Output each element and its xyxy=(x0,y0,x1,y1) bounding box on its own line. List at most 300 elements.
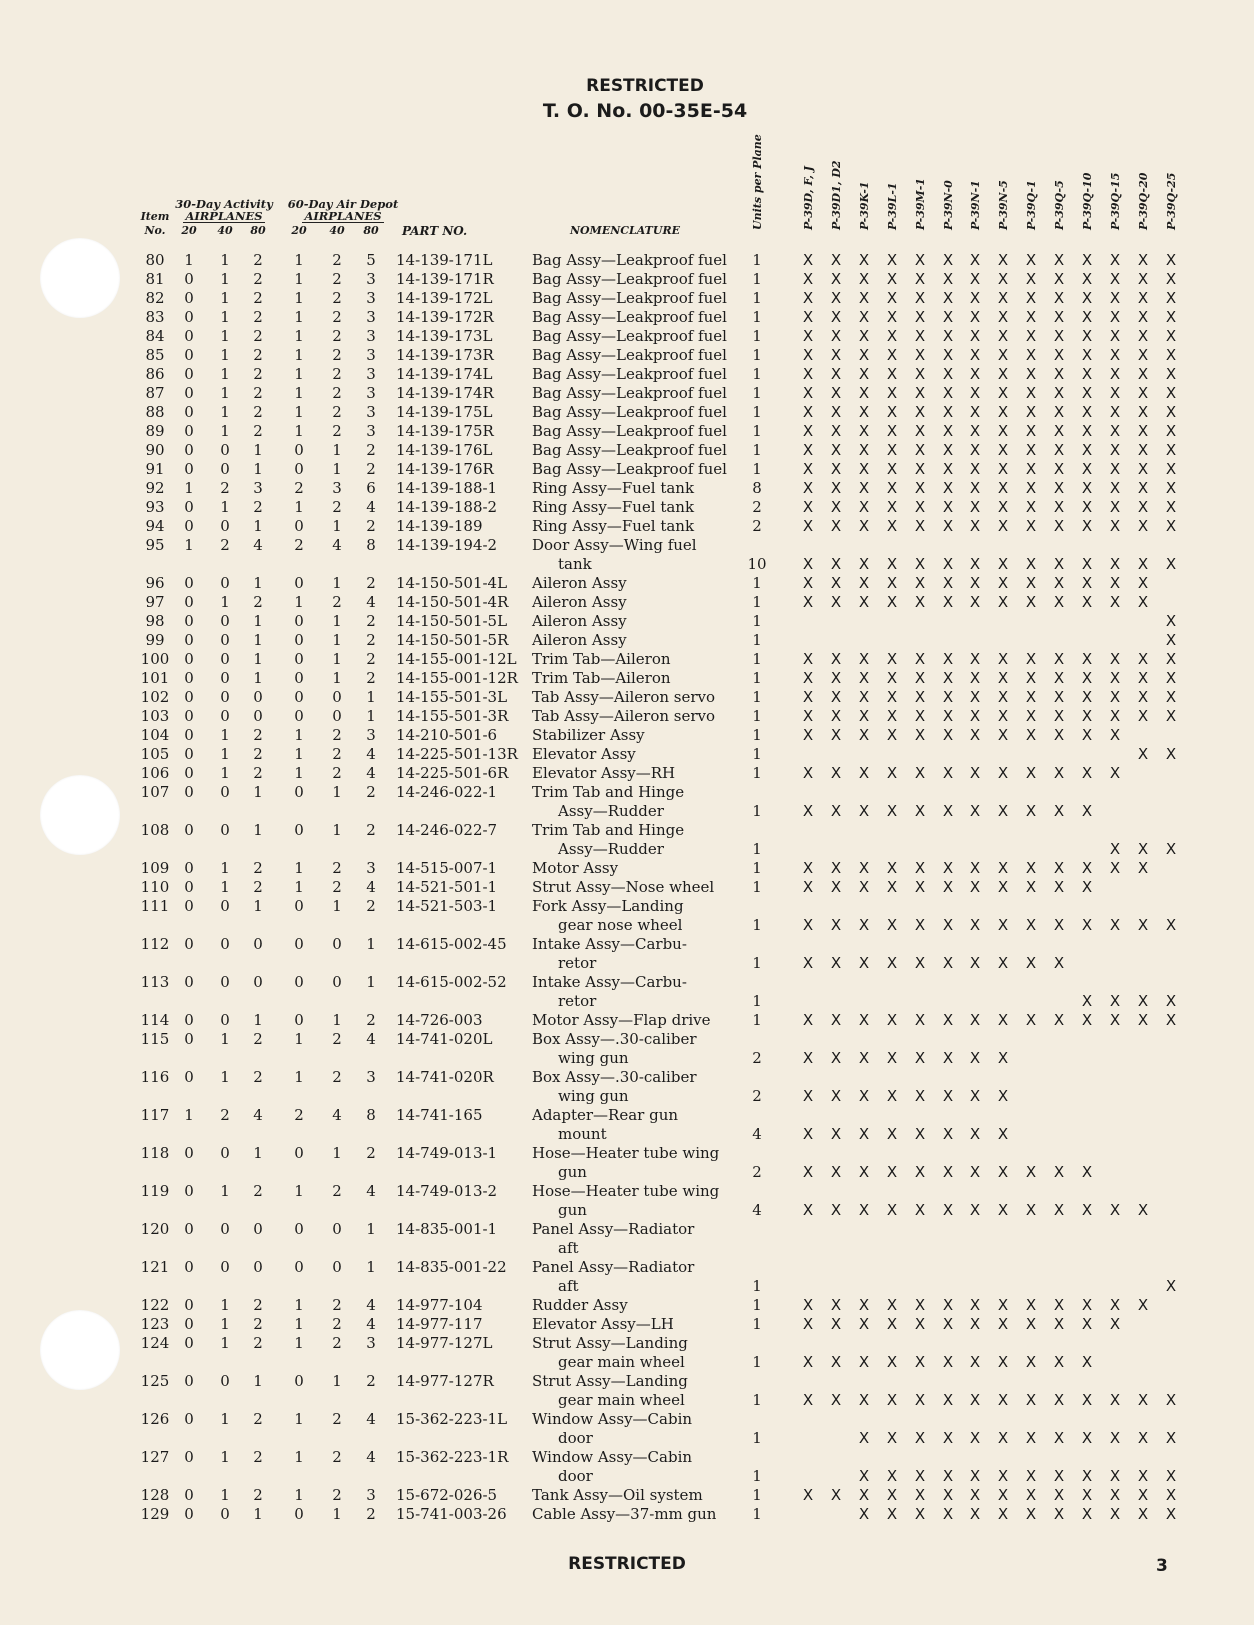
applicability-mark: X xyxy=(969,498,981,516)
qty-30d-40: 0 xyxy=(220,973,230,991)
nomenclature-continued: retor xyxy=(558,992,597,1010)
applicability-mark: X xyxy=(1025,289,1037,307)
applicability-mark: X xyxy=(1109,479,1121,497)
nomenclature: Bag Assy—Leakproof fuel xyxy=(532,441,727,459)
applicability-mark: X xyxy=(914,327,926,345)
part-number: 14-835-001-1 xyxy=(396,1220,498,1238)
applicability-mark: X xyxy=(1081,1011,1093,1029)
applicability-mark: X xyxy=(997,1315,1009,1333)
qty-60d-20: 0 xyxy=(294,441,304,459)
item-number: 106 xyxy=(140,764,170,782)
col-model-header-8: P-39N-5 xyxy=(997,180,1010,230)
qty-60d-20: 1 xyxy=(294,1486,304,1504)
applicability-mark: X xyxy=(942,802,954,820)
applicability-mark: X xyxy=(1053,270,1065,288)
nomenclature: Ring Assy—Fuel tank xyxy=(532,517,695,535)
qty-30d-40: 1 xyxy=(220,422,230,440)
qty-30d-40: 1 xyxy=(220,1030,230,1048)
applicability-mark: X xyxy=(830,441,842,459)
applicability-mark: X xyxy=(1137,745,1149,763)
qty-60d-20: 1 xyxy=(294,346,304,364)
applicability-mark: X xyxy=(969,1353,981,1371)
applicability-mark: X xyxy=(969,1315,981,1333)
applicability-mark: X xyxy=(1025,726,1037,744)
col-units-per-plane-header: Units per Plane xyxy=(751,134,764,230)
applicability-mark: X xyxy=(1025,422,1037,440)
applicability-mark: X xyxy=(1165,289,1177,307)
applicability-mark: X xyxy=(858,726,870,744)
qty-60d-40: 0 xyxy=(332,1220,342,1238)
qty-60d-20: 0 xyxy=(294,973,304,991)
applicability-mark: X xyxy=(914,650,926,668)
part-number: 14-139-188-1 xyxy=(396,479,498,497)
applicability-mark: X xyxy=(1109,270,1121,288)
part-number: 14-139-171R xyxy=(396,270,494,288)
applicability-mark: X xyxy=(1053,1011,1065,1029)
qty-30d-40: 0 xyxy=(220,897,230,915)
qty-60d-80: 2 xyxy=(366,574,376,592)
applicability-mark: X xyxy=(830,517,842,535)
qty-60d-40: 0 xyxy=(332,688,342,706)
applicability-mark: X xyxy=(1025,1296,1037,1314)
qty-30d-80: 2 xyxy=(253,422,263,440)
applicability-mark: X xyxy=(942,289,954,307)
nomenclature: Fork Assy—Landing xyxy=(532,897,684,915)
applicability-mark: X xyxy=(1081,574,1093,592)
qty-60d-40: 4 xyxy=(332,1106,342,1124)
nomenclature: Trim Tab and Hinge xyxy=(532,821,685,839)
applicability-mark: X xyxy=(1025,1353,1037,1371)
qty-30d-80: 4 xyxy=(253,1106,263,1124)
qty-30d-20: 0 xyxy=(184,669,194,687)
qty-60d-20: 1 xyxy=(294,422,304,440)
col-30d-40-header: 40 xyxy=(217,224,233,237)
units-per-plane: 1 xyxy=(752,631,762,649)
nomenclature-continued: retor xyxy=(558,954,597,972)
applicability-mark: X xyxy=(1165,441,1177,459)
applicability-mark: X xyxy=(1025,251,1037,269)
applicability-mark: X xyxy=(997,1201,1009,1219)
qty-60d-40: 2 xyxy=(332,1182,342,1200)
applicability-mark: X xyxy=(1109,1011,1121,1029)
applicability-mark: X xyxy=(830,1486,842,1504)
units-per-plane: 1 xyxy=(752,574,762,592)
units-per-plane: 1 xyxy=(752,764,762,782)
part-number: 14-139-174R xyxy=(396,384,494,402)
qty-30d-20: 1 xyxy=(184,251,194,269)
applicability-mark: X xyxy=(1109,251,1121,269)
item-number: 116 xyxy=(140,1068,170,1086)
units-per-plane: 1 xyxy=(752,365,762,383)
applicability-mark: X xyxy=(858,327,870,345)
applicability-mark: X xyxy=(914,1391,926,1409)
applicability-mark: X xyxy=(830,289,842,307)
qty-60d-40: 2 xyxy=(332,498,342,516)
applicability-mark: X xyxy=(830,365,842,383)
qty-60d-40: 2 xyxy=(332,251,342,269)
nomenclature-continued: wing gun xyxy=(558,1087,629,1105)
item-number: 121 xyxy=(140,1258,170,1276)
applicability-mark: X xyxy=(914,859,926,877)
applicability-mark: X xyxy=(858,498,870,516)
item-number: 110 xyxy=(140,878,170,896)
applicability-mark: X xyxy=(858,308,870,326)
applicability-mark: X xyxy=(914,346,926,364)
item-number: 92 xyxy=(145,479,165,497)
applicability-mark: X xyxy=(1053,441,1065,459)
applicability-mark: X xyxy=(1109,498,1121,516)
col-item-header: No. xyxy=(144,224,166,237)
applicability-mark: X xyxy=(1081,327,1093,345)
qty-60d-40: 1 xyxy=(332,821,342,839)
applicability-mark: X xyxy=(1165,612,1177,630)
part-number: 14-749-013-2 xyxy=(396,1182,498,1200)
applicability-mark: X xyxy=(1053,1296,1065,1314)
applicability-mark: X xyxy=(1165,422,1177,440)
qty-60d-40: 2 xyxy=(332,764,342,782)
qty-30d-40: 0 xyxy=(220,1220,230,1238)
applicability-mark: X xyxy=(1025,460,1037,478)
applicability-mark: X xyxy=(802,555,814,573)
applicability-mark: X xyxy=(830,346,842,364)
applicability-mark: X xyxy=(1053,916,1065,934)
part-number: 14-615-002-52 xyxy=(396,973,507,991)
applicability-mark: X xyxy=(997,479,1009,497)
units-per-plane: 1 xyxy=(752,403,762,421)
applicability-mark: X xyxy=(1025,365,1037,383)
applicability-mark: X xyxy=(1081,270,1093,288)
part-number: 14-139-175R xyxy=(396,422,494,440)
col-model-header-3: P-39K-1 xyxy=(858,181,871,230)
units-per-plane: 1 xyxy=(752,1296,762,1314)
item-number: 107 xyxy=(140,783,170,801)
applicability-mark: X xyxy=(802,498,814,516)
qty-30d-80: 1 xyxy=(253,631,263,649)
item-number: 94 xyxy=(145,517,165,535)
applicability-mark: X xyxy=(830,954,842,972)
applicability-mark: X xyxy=(886,346,898,364)
applicability-mark: X xyxy=(886,593,898,611)
applicability-mark: X xyxy=(1053,1429,1065,1447)
applicability-mark: X xyxy=(858,878,870,896)
applicability-mark: X xyxy=(830,1315,842,1333)
qty-30d-80: 2 xyxy=(253,593,263,611)
applicability-mark: X xyxy=(886,460,898,478)
applicability-mark: X xyxy=(942,1049,954,1067)
applicability-mark: X xyxy=(1137,650,1149,668)
applicability-mark: X xyxy=(914,878,926,896)
col-model-header-9: P-39Q-1 xyxy=(1025,180,1038,230)
qty-30d-40: 1 xyxy=(220,878,230,896)
applicability-mark: X xyxy=(1137,688,1149,706)
qty-60d-20: 1 xyxy=(294,327,304,345)
part-number: 14-749-013-1 xyxy=(396,1144,498,1162)
qty-60d-40: 0 xyxy=(332,707,342,725)
nomenclature-continued: Assy—Rudder xyxy=(558,802,664,820)
part-number: 14-139-189 xyxy=(396,517,483,535)
qty-30d-40: 1 xyxy=(220,1182,230,1200)
applicability-mark: X xyxy=(1165,365,1177,383)
qty-30d-40: 1 xyxy=(220,1296,230,1314)
applicability-mark: X xyxy=(1081,1315,1093,1333)
item-number: 105 xyxy=(140,745,170,763)
applicability-mark: X xyxy=(1165,745,1177,763)
part-number: 14-155-001-12L xyxy=(396,650,517,668)
applicability-mark: X xyxy=(1081,1505,1093,1523)
applicability-mark: X xyxy=(969,878,981,896)
qty-30d-80: 1 xyxy=(253,650,263,668)
part-number: 14-246-022-7 xyxy=(396,821,498,839)
qty-30d-40: 0 xyxy=(220,821,230,839)
applicability-mark: X xyxy=(997,916,1009,934)
applicability-mark: X xyxy=(942,1011,954,1029)
applicability-mark: X xyxy=(997,859,1009,877)
nomenclature: Trim Tab and Hinge xyxy=(532,783,685,801)
nomenclature: Bag Assy—Leakproof fuel xyxy=(532,251,727,269)
applicability-mark: X xyxy=(997,403,1009,421)
applicability-mark: X xyxy=(1053,707,1065,725)
part-number: 14-139-173L xyxy=(396,327,493,345)
applicability-mark: X xyxy=(942,308,954,326)
applicability-mark: X xyxy=(1137,1201,1149,1219)
applicability-mark: X xyxy=(1137,498,1149,516)
qty-60d-40: 1 xyxy=(332,1144,342,1162)
applicability-mark: X xyxy=(802,346,814,364)
nomenclature-continued: aft xyxy=(558,1277,579,1295)
part-number: 15-672-026-5 xyxy=(396,1486,498,1504)
applicability-mark: X xyxy=(830,1049,842,1067)
applicability-mark: X xyxy=(969,802,981,820)
qty-60d-20: 0 xyxy=(294,821,304,839)
applicability-mark: X xyxy=(802,764,814,782)
applicability-mark: X xyxy=(830,916,842,934)
applicability-mark: X xyxy=(969,403,981,421)
applicability-mark: X xyxy=(969,1087,981,1105)
qty-30d-40: 1 xyxy=(220,498,230,516)
nomenclature: Window Assy—Cabin xyxy=(532,1410,693,1428)
applicability-mark: X xyxy=(969,650,981,668)
applicability-mark: X xyxy=(886,441,898,459)
qty-30d-40: 1 xyxy=(220,270,230,288)
qty-30d-20: 0 xyxy=(184,327,194,345)
qty-60d-80: 2 xyxy=(366,1505,376,1523)
qty-60d-40: 2 xyxy=(332,327,342,345)
applicability-mark: X xyxy=(858,1391,870,1409)
applicability-mark: X xyxy=(802,1486,814,1504)
nomenclature: Bag Assy—Leakproof fuel xyxy=(532,346,727,364)
qty-30d-80: 1 xyxy=(253,1144,263,1162)
qty-60d-20: 1 xyxy=(294,1334,304,1352)
units-per-plane: 1 xyxy=(752,726,762,744)
qty-60d-20: 0 xyxy=(294,460,304,478)
page-number: 3 xyxy=(1156,1556,1168,1576)
applicability-mark: X xyxy=(1165,707,1177,725)
nomenclature-continued: mount xyxy=(558,1125,607,1143)
qty-30d-80: 2 xyxy=(253,1334,263,1352)
item-number: 120 xyxy=(140,1220,170,1238)
applicability-mark: X xyxy=(858,1296,870,1314)
applicability-mark: X xyxy=(858,441,870,459)
qty-30d-40: 1 xyxy=(220,745,230,763)
applicability-mark: X xyxy=(942,1201,954,1219)
applicability-mark: X xyxy=(1081,498,1093,516)
applicability-mark: X xyxy=(830,555,842,573)
applicability-mark: X xyxy=(1109,1296,1121,1314)
qty-30d-80: 1 xyxy=(253,821,263,839)
qty-60d-40: 1 xyxy=(332,1372,342,1390)
qty-60d-20: 0 xyxy=(294,783,304,801)
applicability-mark: X xyxy=(858,289,870,307)
qty-30d-20: 0 xyxy=(184,289,194,307)
qty-30d-40: 0 xyxy=(220,517,230,535)
applicability-mark: X xyxy=(997,422,1009,440)
units-per-plane: 1 xyxy=(752,289,762,307)
nomenclature: Bag Assy—Leakproof fuel xyxy=(532,460,727,478)
part-number: 14-155-501-3R xyxy=(396,707,509,725)
nomenclature: Hose—Heater tube wing xyxy=(532,1144,720,1162)
qty-60d-80: 3 xyxy=(366,384,376,402)
applicability-mark: X xyxy=(886,650,898,668)
qty-30d-20: 0 xyxy=(184,346,194,364)
item-number: 126 xyxy=(140,1410,170,1428)
applicability-mark: X xyxy=(997,517,1009,535)
qty-60d-20: 0 xyxy=(294,1144,304,1162)
applicability-mark: X xyxy=(830,270,842,288)
applicability-mark: X xyxy=(1053,251,1065,269)
qty-60d-40: 1 xyxy=(332,517,342,535)
applicability-mark: X xyxy=(1109,650,1121,668)
applicability-mark: X xyxy=(1137,441,1149,459)
applicability-mark: X xyxy=(1165,251,1177,269)
part-number: 14-155-001-12R xyxy=(396,669,518,687)
qty-30d-80: 0 xyxy=(253,935,263,953)
qty-60d-80: 8 xyxy=(366,1106,376,1124)
applicability-mark: X xyxy=(1081,251,1093,269)
qty-60d-80: 3 xyxy=(366,859,376,877)
qty-30d-40: 0 xyxy=(220,612,230,630)
applicability-mark: X xyxy=(1025,688,1037,706)
applicability-mark: X xyxy=(1165,669,1177,687)
applicability-mark: X xyxy=(942,498,954,516)
applicability-mark: X xyxy=(1137,289,1149,307)
part-number: 14-615-002-45 xyxy=(396,935,507,953)
applicability-mark: X xyxy=(802,593,814,611)
applicability-mark: X xyxy=(1025,669,1037,687)
qty-30d-80: 1 xyxy=(253,612,263,630)
applicability-mark: X xyxy=(1081,441,1093,459)
applicability-mark: X xyxy=(942,859,954,877)
qty-30d-20: 0 xyxy=(184,1144,194,1162)
part-number: 14-150-501-4L xyxy=(396,574,508,592)
item-number: 95 xyxy=(145,536,165,554)
applicability-mark: X xyxy=(1137,346,1149,364)
item-number: 97 xyxy=(145,593,165,611)
applicability-mark: X xyxy=(942,764,954,782)
nomenclature: Bag Assy—Leakproof fuel xyxy=(532,270,727,288)
applicability-mark: X xyxy=(886,384,898,402)
col-model-header-12: P-39Q-15 xyxy=(1109,172,1122,230)
applicability-mark: X xyxy=(1137,1391,1149,1409)
qty-60d-20: 1 xyxy=(294,1296,304,1314)
applicability-mark: X xyxy=(942,1125,954,1143)
qty-60d-20: 1 xyxy=(294,308,304,326)
applicability-mark: X xyxy=(997,384,1009,402)
units-per-plane: 1 xyxy=(752,992,762,1010)
qty-30d-40: 0 xyxy=(220,1011,230,1029)
applicability-mark: X xyxy=(1053,289,1065,307)
nomenclature: Rudder Assy xyxy=(532,1296,628,1314)
applicability-mark: X xyxy=(969,327,981,345)
applicability-mark: X xyxy=(858,384,870,402)
applicability-mark: X xyxy=(969,1486,981,1504)
applicability-mark: X xyxy=(942,1486,954,1504)
part-number: 14-139-174L xyxy=(396,365,493,383)
qty-30d-80: 2 xyxy=(253,308,263,326)
qty-30d-80: 1 xyxy=(253,783,263,801)
applicability-mark: X xyxy=(886,498,898,516)
applicability-mark: X xyxy=(1165,327,1177,345)
applicability-mark: X xyxy=(1081,650,1093,668)
applicability-mark: X xyxy=(914,1296,926,1314)
item-number: 104 xyxy=(140,726,170,744)
applicability-mark: X xyxy=(914,441,926,459)
qty-30d-40: 0 xyxy=(220,574,230,592)
applicability-mark: X xyxy=(802,650,814,668)
qty-60d-20: 1 xyxy=(294,498,304,516)
qty-60d-80: 4 xyxy=(366,593,376,611)
applicability-mark: X xyxy=(802,1011,814,1029)
applicability-mark: X xyxy=(858,517,870,535)
applicability-mark: X xyxy=(1137,593,1149,611)
qty-30d-40: 1 xyxy=(220,327,230,345)
applicability-mark: X xyxy=(858,707,870,725)
nomenclature: Cable Assy—37-mm gun xyxy=(532,1505,717,1523)
item-number: 108 xyxy=(140,821,170,839)
applicability-mark: X xyxy=(1109,441,1121,459)
qty-30d-40: 0 xyxy=(220,707,230,725)
applicability-mark: X xyxy=(914,954,926,972)
applicability-mark: X xyxy=(914,498,926,516)
applicability-mark: X xyxy=(802,479,814,497)
nomenclature: Door Assy—Wing fuel xyxy=(532,536,697,554)
item-number: 123 xyxy=(140,1315,170,1333)
nomenclature-continued: door xyxy=(558,1467,593,1485)
applicability-mark: X xyxy=(969,422,981,440)
qty-30d-80: 2 xyxy=(253,289,263,307)
applicability-mark: X xyxy=(1109,1315,1121,1333)
applicability-mark: X xyxy=(802,1163,814,1181)
qty-60d-80: 4 xyxy=(366,1296,376,1314)
nomenclature: Bag Assy—Leakproof fuel xyxy=(532,403,727,421)
applicability-mark: X xyxy=(1053,574,1065,592)
applicability-mark: X xyxy=(1025,1163,1037,1181)
applicability-mark: X xyxy=(1053,650,1065,668)
applicability-mark: X xyxy=(997,460,1009,478)
applicability-mark: X xyxy=(886,365,898,383)
qty-60d-80: 2 xyxy=(366,821,376,839)
applicability-mark: X xyxy=(942,1467,954,1485)
applicability-mark: X xyxy=(830,1125,842,1143)
qty-30d-80: 2 xyxy=(253,1296,263,1314)
nomenclature-continued: gear main wheel xyxy=(558,1353,685,1371)
qty-60d-40: 4 xyxy=(332,536,342,554)
part-number: 14-139-173R xyxy=(396,346,494,364)
qty-30d-40: 0 xyxy=(220,1372,230,1390)
nomenclature: Bag Assy—Leakproof fuel xyxy=(532,365,727,383)
nomenclature: Motor Assy—Flap drive xyxy=(532,1011,711,1029)
qty-60d-20: 1 xyxy=(294,1315,304,1333)
applicability-mark: X xyxy=(830,669,842,687)
